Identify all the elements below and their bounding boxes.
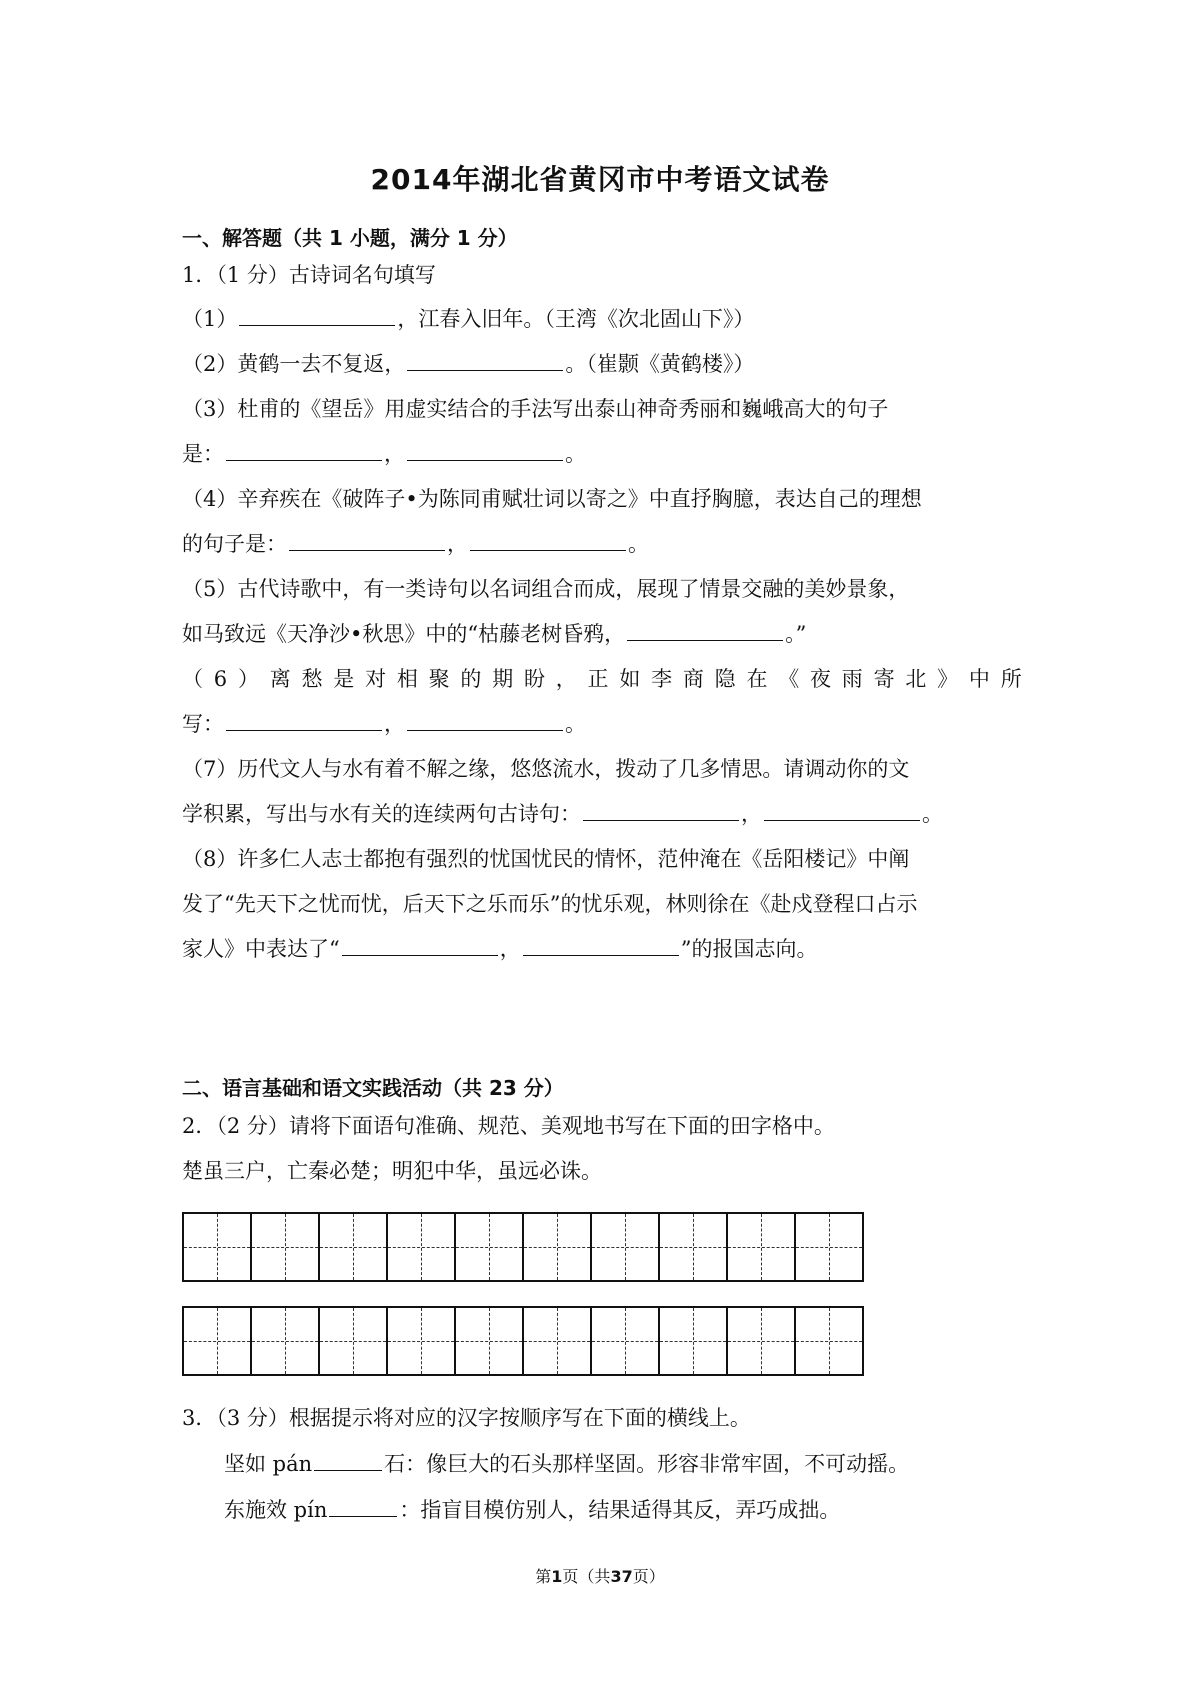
page-title: 2014年湖北省黄冈市中考语文试卷 — [370, 163, 830, 196]
tianzige-cell[interactable] — [388, 1308, 456, 1374]
answer-blank[interactable] — [523, 937, 679, 956]
tianzige-row-1 — [182, 1212, 864, 1282]
tianzige-cell[interactable] — [524, 1308, 592, 1374]
tianzige-cell[interactable] — [184, 1308, 252, 1374]
tianzige-cell[interactable] — [184, 1214, 252, 1280]
question-1-stem: 1．（1 分）古诗词名句填写 — [182, 263, 436, 287]
q1-item-8-line-3: 家人》中表达了“ ， ”的报国志向。 — [182, 937, 818, 961]
tianzige-cell[interactable] — [252, 1308, 320, 1374]
answer-blank[interactable] — [329, 1498, 397, 1517]
answer-blank[interactable] — [627, 622, 783, 641]
tianzige-row-2 — [182, 1306, 864, 1376]
q1-item-3-line-2: 是： ， 。 — [182, 442, 586, 466]
q1-item-7-line-2: 学积累，写出与水有关的连续两句古诗句： ， 。 — [182, 802, 943, 826]
q1-item-7-line-1: （7）历代文人与水有着不解之缘，悠悠流水，拨动了几多情思。请调动你的文 — [182, 757, 910, 781]
section-1-heading: 一、解答题（共 1 小题，满分 1 分） — [182, 226, 518, 250]
tianzige-cell[interactable] — [252, 1214, 320, 1280]
answer-blank[interactable] — [470, 532, 626, 551]
page-number: 1 — [551, 1567, 563, 1586]
question-2-sentence: 楚虽三户，亡秦必楚；明犯中华，虽远必诛。 — [182, 1159, 602, 1183]
answer-blank[interactable] — [583, 802, 739, 821]
q3-item-a: 坚如 pán 石：像巨大的石头那样坚固。形容非常牢固，不可动摇。 — [224, 1452, 910, 1476]
tianzige-cell[interactable] — [320, 1308, 388, 1374]
answer-blank[interactable] — [407, 442, 563, 461]
q1-item-1: （1） ，江春入旧年。（王湾《次北固山下》） — [182, 307, 755, 331]
tianzige-cell[interactable] — [388, 1214, 456, 1280]
answer-blank[interactable] — [226, 442, 382, 461]
tianzige-cell[interactable] — [592, 1308, 660, 1374]
answer-blank[interactable] — [342, 937, 498, 956]
tianzige-cell[interactable] — [456, 1214, 524, 1280]
tianzige-cell[interactable] — [796, 1308, 864, 1374]
answer-blank[interactable] — [239, 307, 395, 326]
answer-blank[interactable] — [226, 712, 382, 731]
q1-item-4-line-2: 的句子是： ， 。 — [182, 532, 649, 556]
q1-item-3-line-1: （3）杜甫的《望岳》用虚实结合的手法写出泰山神奇秀丽和巍峨高大的句子 — [182, 397, 889, 421]
answer-blank[interactable] — [764, 802, 920, 821]
answer-blank[interactable] — [289, 532, 445, 551]
q3-item-b: 东施效 pín ：指盲目模仿别人，结果适得其反，弄巧成拙。 — [224, 1498, 841, 1522]
q1-item-5-line-1: （5）古代诗歌中，有一类诗句以名词组合而成，展现了情景交融的美妙景象， — [182, 577, 910, 601]
q1-item-5-line-2: 如马致远《天净沙•秋思》中的“枯藤老树昏鸦， 。” — [182, 622, 807, 646]
q1-item-8-line-1: （8）许多仁人志士都抱有强烈的忧国忧民的情怀，范仲淹在《岳阳楼记》中阐 — [182, 847, 910, 871]
answer-blank[interactable] — [407, 352, 563, 371]
tianzige-cell[interactable] — [456, 1308, 524, 1374]
tianzige-cell[interactable] — [660, 1214, 728, 1280]
tianzige-cell[interactable] — [660, 1308, 728, 1374]
answer-blank[interactable] — [407, 712, 563, 731]
answer-blank[interactable] — [314, 1452, 382, 1471]
q1-item-6-line-2: 写： ， 。 — [182, 712, 586, 736]
q1-item-2: （2）黄鹤一去不复返， 。（崔颢《黄鹤楼》） — [182, 352, 755, 376]
q1-item-4-line-1: （4）辛弃疾在《破阵子•为陈同甫赋壮词以寄之》中直抒胸臆，表达自己的理想 — [182, 487, 922, 511]
section-2-heading: 二、语言基础和语文实践活动（共 23 分） — [182, 1076, 564, 1100]
question-2-stem: 2．（2 分）请将下面语句准确、规范、美观地书写在下面的田字格中。 — [182, 1114, 835, 1138]
q1-item-6-line-1: （ 6 ） 离 愁 是 对 相 聚 的 期 盼 ， 正 如 李 商 隐 在 《 夜 雨 寄 北 》 中 所 — [182, 667, 1022, 691]
tianzige-cell[interactable] — [728, 1214, 796, 1280]
tianzige-cell[interactable] — [592, 1214, 660, 1280]
question-3-stem: 3．（3 分）根据提示将对应的汉字按顺序写在下面的横线上。 — [182, 1406, 751, 1430]
page-footer: 第1页（共37页） — [535, 1567, 665, 1586]
q1-item-8-line-2: 发了“先天下之忧而忧，后天下之乐而乐”的忧乐观，林则徐在《赴戍登程口占示 — [182, 892, 918, 916]
tianzige-cell[interactable] — [320, 1214, 388, 1280]
tianzige-cell[interactable] — [796, 1214, 864, 1280]
tianzige-cell[interactable] — [728, 1308, 796, 1374]
page-total: 37 — [610, 1567, 633, 1586]
tianzige-cell[interactable] — [524, 1214, 592, 1280]
